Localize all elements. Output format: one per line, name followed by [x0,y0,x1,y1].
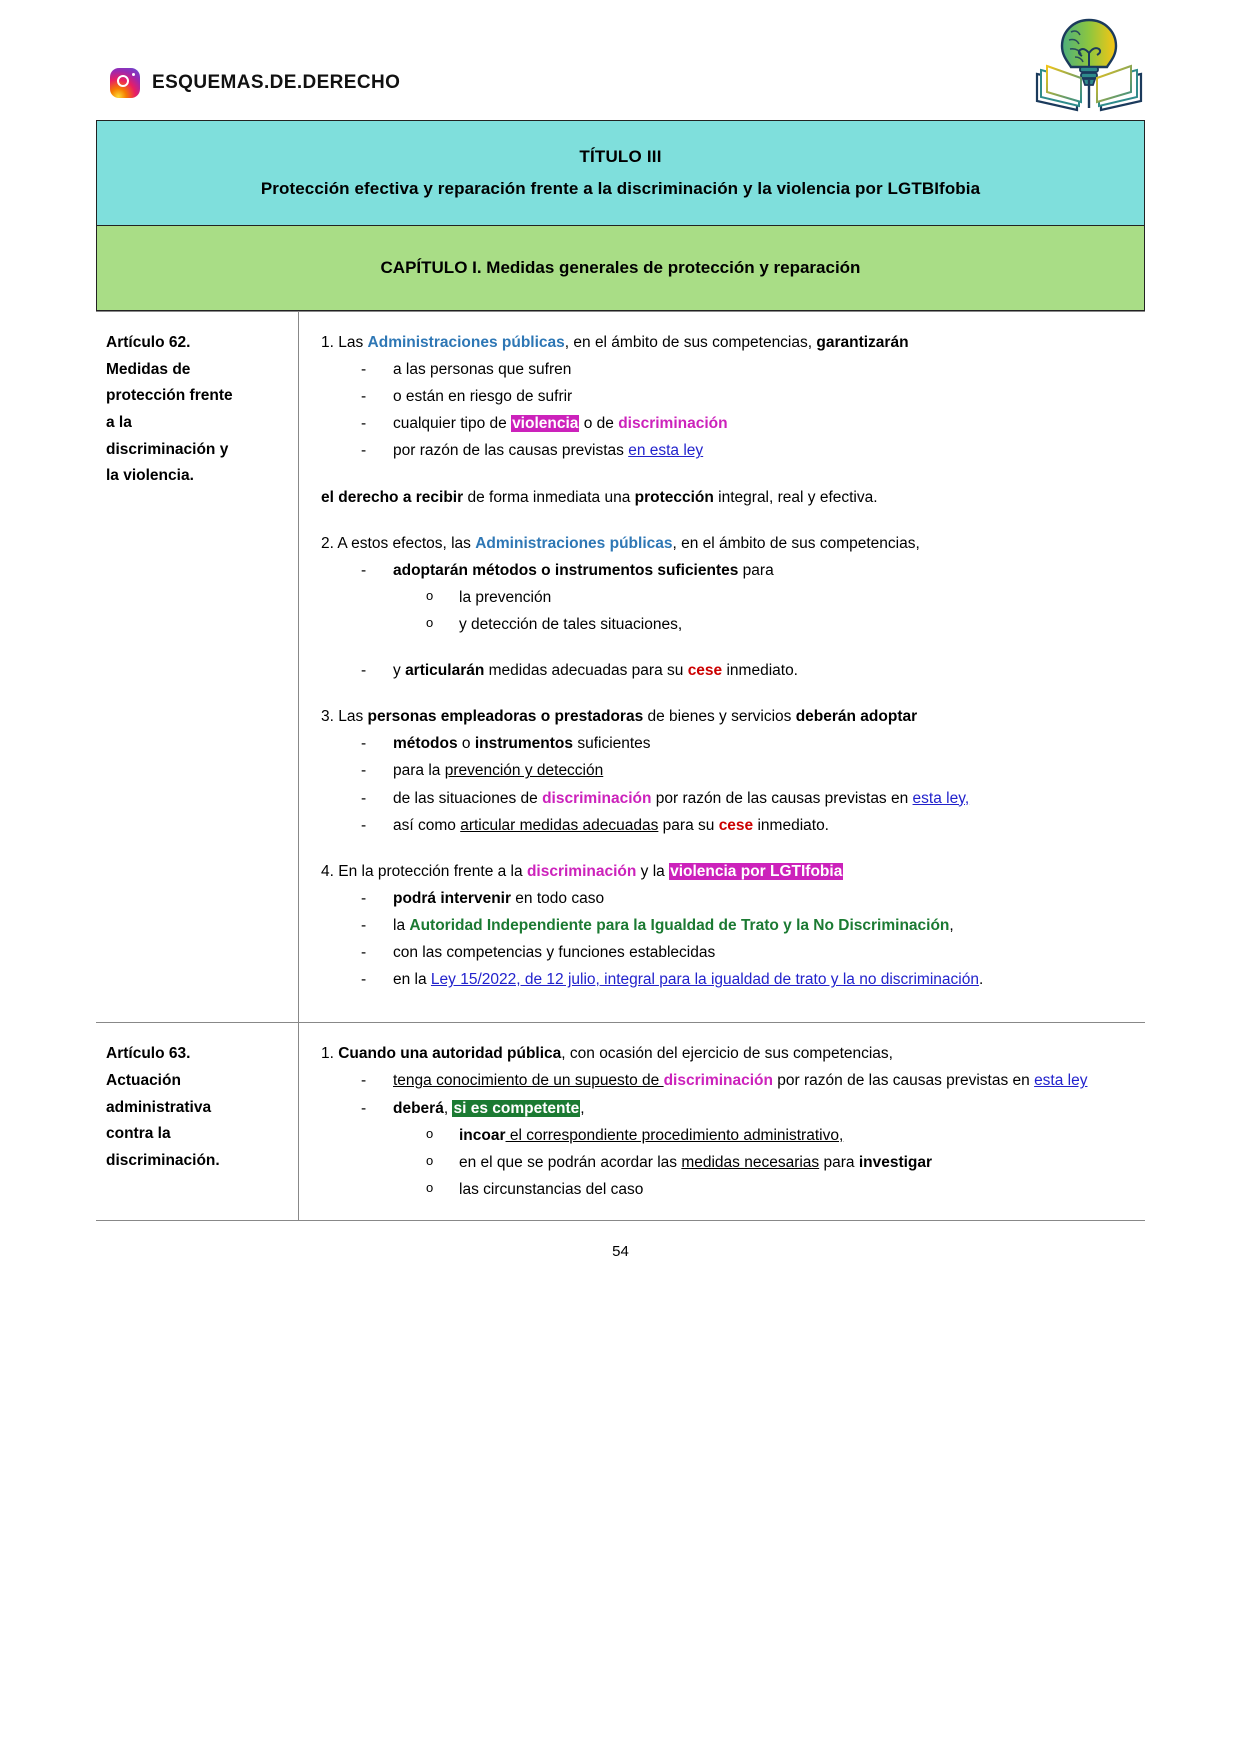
a63-b2-mid: , [443,1099,453,1117]
table-row [96,312,1145,1023]
paragraph-2-subbullets [321,585,1135,637]
list-item [321,558,1135,583]
article-label-line: la violencia. [106,467,194,485]
paragraph-1-lead [321,330,1135,355]
closing-bold-2: protección [634,488,714,506]
p4-pre: 4. En la protección frente a la [321,862,527,880]
list-item [321,886,1135,911]
p3-b3-pre: de las situaciones de [393,789,543,807]
underlined-tenga-conocimiento: tenga conocimiento de un supuesto de [393,1072,664,1090]
p3-b1-bold-2: instrumentos [474,735,574,753]
chapter-banner-label: CAPÍTULO I. Medidas generales de protección y reparación [380,258,861,277]
p1-num: 1. Las [321,334,368,351]
p4-b1-post: en todo caso [511,889,605,907]
article-label-line: administrativa [106,1098,212,1116]
list-item [321,1150,1135,1175]
term-cese: cese [718,816,754,834]
a63-num: 1. [321,1045,339,1063]
closing-mid: de forma inmediata una [463,488,635,506]
article-label-line: a la [106,413,132,431]
article-label-line: protección frente [106,387,233,405]
highlight-violencia: violencia [512,415,579,433]
spacer [321,639,1135,658]
p2-b2-bold: articularán [405,662,485,680]
p2-b2-mid: medidas adecuadas para su [484,662,688,680]
p2-b2-pre: y [393,662,406,680]
p4-b2-pre: la [393,916,410,934]
spacer [321,994,1135,1006]
a63-bold-lead: Cuando una autoridad pública [338,1045,562,1063]
p2-blue-term: Administraciones públicas [475,534,673,552]
table-row [96,1023,1145,1220]
title-banner [96,120,1145,225]
a63-sub2-cont: las circunstancias del caso [459,1180,644,1198]
link-esta-ley[interactable]: esta ley, [912,789,970,807]
p3-mid: de bienes y servicios [643,708,796,726]
highlight-si-es-competente: si es competente [453,1099,580,1117]
list-item [321,758,1135,783]
list-item [321,411,1135,436]
spacer [321,840,1135,859]
list-item [321,813,1135,838]
list-item [321,1123,1135,1148]
p3-b4-pre: así como [393,816,461,834]
list-item [321,658,1135,683]
p3-b1-post: suficientes [573,735,651,753]
a63-b2-end: , [580,1099,585,1117]
underlined-medidas-necesarias: medidas necesarias [681,1153,820,1171]
term-discriminacion: discriminación [542,789,652,807]
p1-b4-pre: por razón de las causas previstas [393,442,629,460]
paragraph-2-bullets [321,558,1135,583]
article-63-label-cell [96,1023,299,1220]
p3-bold-2: deberán adoptar [795,708,918,726]
term-autoridad-independiente: Autoridad Independiente para la Igualdad de Trato y la No Discriminación [409,916,950,934]
article-label-line: discriminación y [106,440,229,458]
p3-b3-mid: por razón de las causas previstas en [651,789,913,807]
p2-pre: 2. A estos efectos, las [321,534,476,552]
list-item [321,731,1135,756]
article-62-label-cell [96,312,299,1023]
p2-post: , en el ámbito de sus competencias, [672,534,920,552]
list-item [321,1096,1135,1121]
article-label-line: discriminación. [106,1151,220,1169]
paragraph-4-bullets [321,886,1135,992]
a63-paragraph-1-lead [321,1041,1135,1066]
article-62-body-cell [299,312,1146,1023]
term-cese: cese [687,662,723,680]
p3-pre: 3. Las [321,708,368,726]
a63-subbullets [321,1123,1135,1202]
p1-mid: , en el ámbito de sus competencias, [564,334,817,351]
list-item: o y detección de tales situaciones, [321,612,1135,637]
p4-b4-end: . [978,971,984,989]
brand-name: ESQUEMAS.DE.DERECHO [152,72,401,93]
a63-sub2-bold: investigar [858,1153,933,1171]
paragraph-1-closing [321,485,1135,510]
link-en-esta-ley[interactable]: en esta ley [628,442,704,460]
p3-b1-bold-1: métodos [393,735,458,753]
paragraph-2-lead [321,531,1135,556]
article-label-line: Artículo 63. [106,1045,191,1063]
article-63-body-cell [299,1023,1146,1220]
list-item: - o están en riesgo de sufrir [321,384,1135,409]
link-ley-15-2022[interactable]: Ley 15/2022, de 12 julio, integral para la igualdad de trato y la no discriminación [430,971,979,989]
list-item [321,438,1135,463]
link-esta-ley[interactable]: esta ley [1034,1072,1088,1090]
list-item [321,786,1135,811]
page-header [0,0,1241,120]
underlined-articular-medidas: articular medidas adecuadas [460,816,659,834]
a63-sub2-mid: para [819,1153,859,1171]
paragraph-4-lead [321,859,1135,884]
p3-b4-end: inmediato. [753,816,829,834]
p4-b2-end: , [949,916,954,934]
term-discriminacion: discriminación [526,862,637,880]
instagram-icon [110,68,140,98]
spacer [321,685,1135,704]
list-item [321,1068,1135,1093]
closing-end: integral, real y efectiva. [713,488,878,506]
closing-bold-1: el derecho a recibir [321,488,464,506]
p2-b1-bold: adoptarán métodos o instrumentos suficientes [393,561,739,579]
term-discriminacion: discriminación [618,415,728,433]
list-item: - a las personas que sufren [321,357,1135,382]
p4-b1-bold: podrá intervenir [393,889,511,907]
title-banner-line2: Protección efectiva y reparación frente a la discriminación y la violencia por LGTBIfobia [260,179,981,198]
list-item [321,913,1135,938]
highlight-violencia-lgtifobia: violencia por LGTIfobia [670,862,843,880]
a63-b2-bold: deberá [393,1099,444,1117]
p1-b3-mid: o de [579,415,619,433]
list-item: o la prevención [321,585,1135,610]
chapter-banner [96,225,1145,311]
p3-b4-mid: para su [658,816,719,834]
a63-sub2-pre: en el que se podrán acordar las [459,1153,682,1171]
underlined-procedimiento: el correspondiente procedimiento administrativo, [505,1126,844,1144]
title-banner-line1: TÍTULO III [579,147,662,166]
brain-lightbulb-book-logo [1029,12,1149,120]
spacer [321,466,1135,485]
paragraph-1-bullets [321,357,1135,463]
a63-sub1-bold: incoar [459,1126,506,1144]
a63-bullets [321,1068,1135,1120]
list-item [321,967,1135,992]
articles-table [96,311,1145,1220]
page-number: 54 [612,1242,629,1260]
a63-post: , con ocasión del ejercicio de sus competencias, [561,1045,893,1063]
p4-mid: y la [636,862,670,880]
brand [110,68,400,98]
p2-b1-post: para [738,561,774,579]
p3-b1-mid: o [457,735,475,753]
a63-b1-mid: por razón de las causas previstas en [773,1072,1035,1090]
p3-bold-1: personas empleadoras o prestadoras [367,708,644,726]
article-label-line: Actuación [106,1071,181,1089]
paragraph-3-lead [321,704,1135,729]
p3-b2-pre: para la [393,762,445,780]
p4-b4-pre: en la [393,971,431,989]
p1-b3-pre: cualquier tipo de [393,415,512,433]
list-item: - con las competencias y funciones establecidas [321,940,1135,965]
article-label-line: contra la [106,1125,171,1143]
p1-blue-term: Administraciones públicas [367,334,565,351]
p1-bold-term: garantizarán [816,334,909,351]
paragraph-2-bullets-cont [321,658,1135,683]
paragraph-3-bullets [321,731,1135,837]
term-discriminacion: discriminación [663,1072,773,1090]
article-label-line: Artículo 62. [106,334,191,351]
list-item-continuation [321,1177,1135,1202]
p2-b2-end: inmediato. [722,662,798,680]
spacer [321,512,1135,531]
underlined-prevencion-deteccion: prevención y detección [444,762,604,780]
article-label-line: Medidas de [106,360,191,378]
